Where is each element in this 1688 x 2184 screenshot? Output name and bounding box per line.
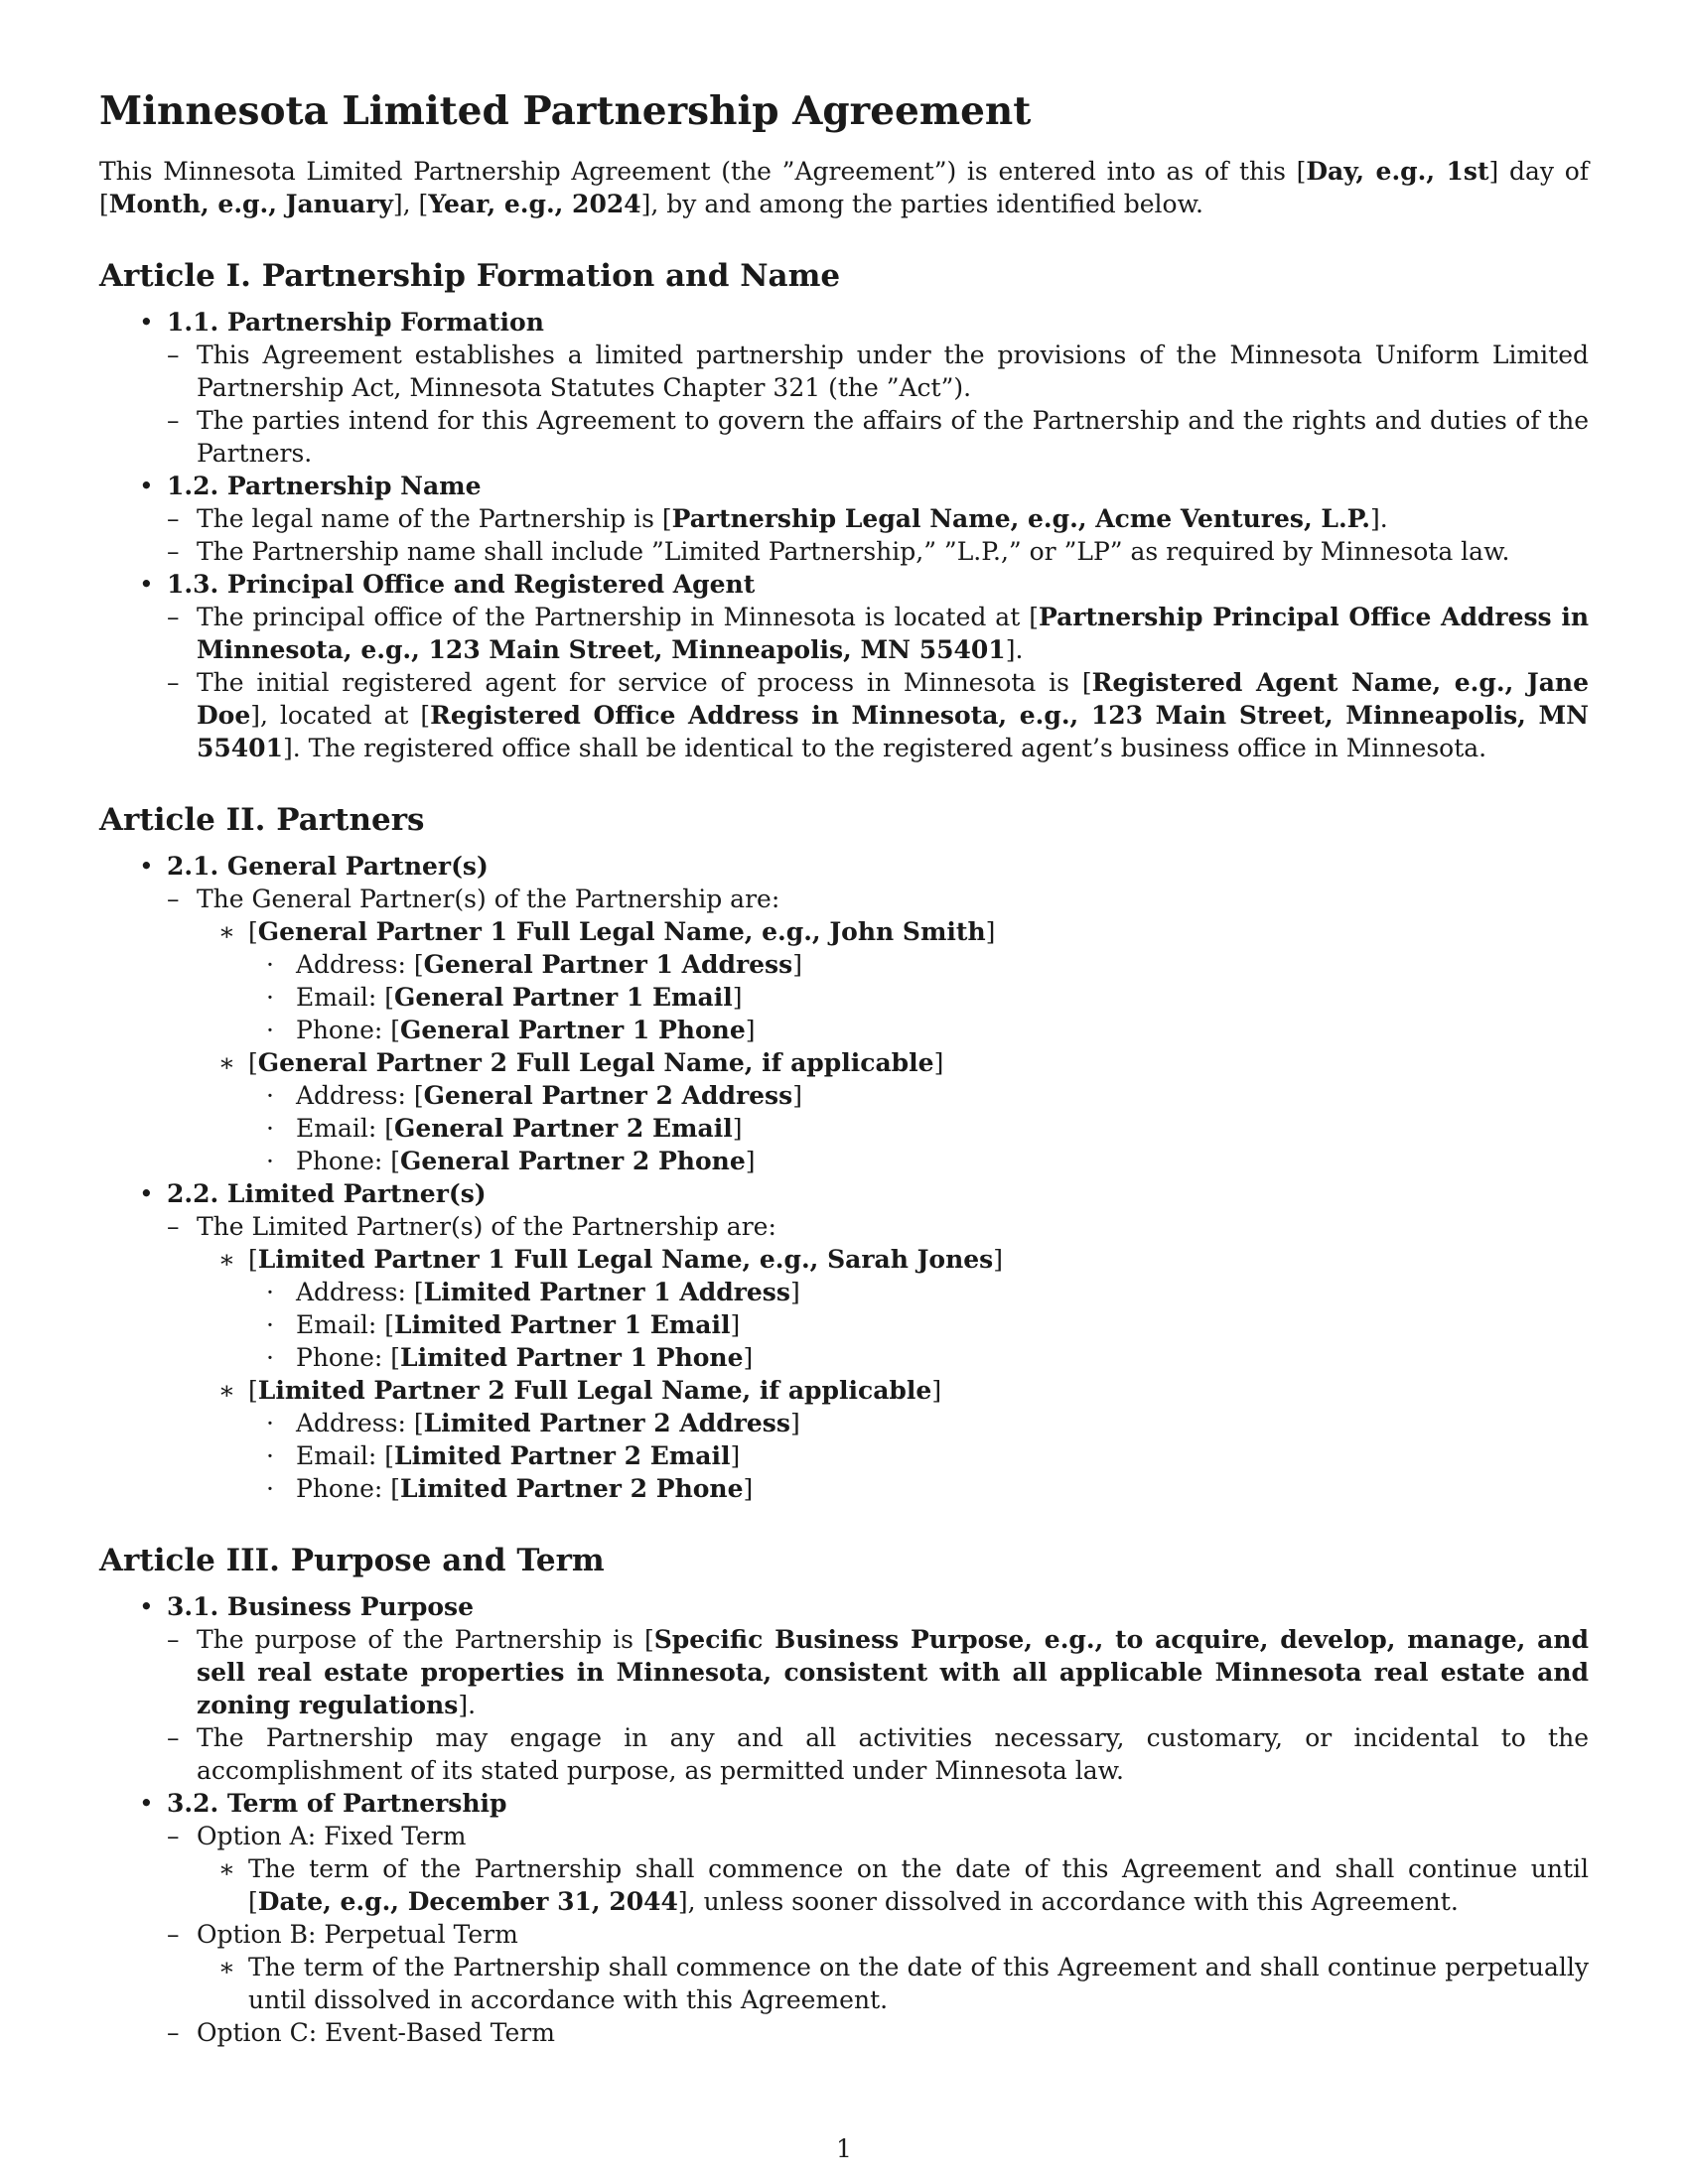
section-2-1: • 2.1. General Partner(s) – The General Partner(s) of the Partnership are: ∗ [General Partner 1 Full Legal Name, e.g., John Smith] · Address: [General Partner 1 Address] · Email: [General Partner 1 Email] · Phone: [General Partner 1 Phone] ∗ [General Partner 2 Full Legal Name, if applicable] · Address: [General Partner 2 Address] · Email: [General Partner 2 Email] · Phone: [General Partner 2 Phone] [99, 850, 1589, 1177]
section-title: 1.1. Partnership Formation [167, 308, 544, 337]
list-item: – The initial registered agent for service of process in Minnesota is [Registered Agent Name, e.g., Jane Doe], located at [Registered Office Address in Minnesota, e.g., 123 Main Street, Minneapolis, MN 55401]. The registered office shall be identical to the registered agent’s business office in Minnesota. [167, 668, 1590, 762]
partner-email: · Email: [General Partner 1 Email] [266, 983, 743, 1012]
option-a: – Option A: Fixed Term ∗ The term of the Partnership shall commence on the date of this Agreement and shall continue until [Date, e.g., December 31, 2044], unless sooner dissolved in accordance with this Agreement. [167, 1822, 1589, 1916]
article-1-heading: Article I. Partnership Formation and Name [99, 258, 841, 294]
partner-entry: ∗ [Limited Partner 2 Full Legal Name, if applicable] · Address: [Limited Partner 2 Address] · Email: [Limited Partner 2 Email] · Phone: [Limited Partner 2 Phone] [218, 1374, 1589, 1505]
option-c: – Option C: Event-Based Term [167, 2018, 555, 2047]
option-b: – Option B: Perpetual Term ∗ The term of the Partnership shall commence on the date of this Agreement and shall continue perpetually until dissolved in accordance with this Agreement. [167, 1920, 1589, 2014]
partner-address: · Address: [General Partner 1 Address] [266, 950, 802, 979]
list-item: – The purpose of the Partnership is [Specific Business Purpose, e.g., to acquire, develop, manage, and sell real estate properties in Minnesota, consistent with all applicable Minnesota real estate and zoning regulations]. [167, 1625, 1589, 1719]
partner-phone: · Phone: [Limited Partner 1 Phone] [266, 1343, 754, 1372]
day-placeholder: Day, e.g., 1st [1306, 157, 1489, 186]
partner-phone: · Phone: [General Partner 1 Phone] [266, 1016, 756, 1044]
section-1-3: • 1.3. Principal Office and Registered Agent – The principal office of the Partnership in Minnesota is located at [Partnership Principal Office Address in Minnesota, e.g., 123 Main Street, Minneapolis, MN 55401]. – The initial registered agent for service of process in Minnesota is [Registered Agent Name, e.g., Jane Doe], located at [Registered Office Address in Minnesota, e.g., 123 Main Street, Minneapolis, MN 55401]. The registered office shall be identical to the registered agent’s business office in Minnesota. [139, 570, 1590, 762]
partner-address: · Address: [Limited Partner 2 Address] [266, 1409, 800, 1437]
month-placeholder: Month, e.g., January [108, 190, 393, 218]
section-title: 1.3. Principal Office and Registered Agent [167, 570, 756, 599]
list-item: – The Limited Partner(s) of the Partnership are: ∗ [Limited Partner 1 Full Legal Name, e.g., Sarah Jones] · Address: [Limited Partner 1 Address] · Email: [Limited Partner 1 Email] · Phone: [Limited Partner 1 Phone] ∗ [Limited Partner 2 Full Legal Name, if applicable] · Address: [Limited Partner 2 Address] · Email: [Limited Partner 2 Email] · Phone: [Limited Partner 2 Phone] [167, 1210, 1589, 1505]
list-item: ∗ The term of the Partnership shall commence on the date of this Agreement and shall continue until [Date, e.g., December 31, 2044], unless sooner dissolved in accordance with this Agreement. [218, 1854, 1589, 1916]
list-item: – This Agreement establishes a limited partnership under the provisions of the Minnesota Uniform Limited Partnership Act, Minnesota Statutes Chapter 321 (the ”Act”). [167, 341, 1589, 402]
year-placeholder: Year, e.g., 2024 [428, 190, 641, 218]
list-item: – The parties intend for this Agreement to govern the affairs of the Partnership and the rights and duties of the Partners. [167, 406, 1589, 468]
list-item: ∗ The term of the Partnership shall commence on the date of this Agreement and shall continue perpetually until dissolved in accordance with this Agreement. [218, 1953, 1589, 2014]
partner-address: · Address: [Limited Partner 1 Address] [266, 1278, 800, 1306]
partner-entry: ∗ [Limited Partner 1 Full Legal Name, e.g., Sarah Jones] · Address: [Limited Partner 1 Address] · Email: [Limited Partner 1 Email] · Phone: [Limited Partner 1 Phone] [218, 1243, 1589, 1374]
section-title: 2.1. General Partner(s) [167, 852, 489, 881]
section-title: 3.2. Term of Partnership [167, 1789, 507, 1818]
partner-email: · Email: [General Partner 2 Email] [266, 1114, 743, 1143]
partner-email: · Email: [Limited Partner 1 Email] [266, 1310, 741, 1339]
article-2-heading: Article II. Partners [99, 802, 425, 838]
page-number: 1 [836, 2134, 852, 2163]
section-title: 1.2. Partnership Name [167, 472, 482, 500]
document-title: Minnesota Limited Partnership Agreement [99, 88, 1032, 134]
article-3-heading: Article III. Purpose and Term [99, 1543, 605, 1578]
partner-entry: ∗ [General Partner 2 Full Legal Name, if applicable] · Address: [General Partner 2 Address] · Email: [General Partner 2 Email] · Phone: [General Partner 2 Phone] [218, 1046, 1589, 1177]
article-3-list [99, 1590, 1589, 2049]
section-1-2: • 1.2. Partnership Name – The legal name of the Partnership is [Partnership Legal Name, e.g., Acme Ventures, L.P.]. – The Partnership name shall include ”Limited Partnership,” ”L.P.,” or ”LP” as required by Minnesota law. [99, 470, 1589, 568]
section-3-1: • 3.1. Business Purpose – The purpose of the Partnership is [Specific Business Purpose, e.g., to acquire, develop, manage, and sell real estate properties in Minnesota, consistent with all applicable Minnesota real estate and zoning regulations]. – The Partnership may engage in any and all activities necessary, customary, or incidental to the accomplishment of its stated purpose, as permitted under Minnesota law. [139, 1592, 1589, 1785]
section-title: 2.2. Limited Partner(s) [167, 1179, 487, 1208]
partner-address: · Address: [General Partner 2 Address] [266, 1081, 802, 1110]
section-title: 3.1. Business Purpose [167, 1592, 474, 1621]
partner-phone: · Phone: [General Partner 2 Phone] [266, 1147, 756, 1175]
partner-entry: ∗ [General Partner 1 Full Legal Name, e.g., John Smith] · Address: [General Partner 1 Address] · Email: [General Partner 1 Email] · Phone: [General Partner 1 Phone] [218, 915, 1589, 1046]
list-item: – The principal office of the Partnership in Minnesota is located at [Partnership Principal Office Address in Minnesota, e.g., 123 Main Street, Minneapolis, MN 55401]. [167, 603, 1590, 664]
section-3-2: • 3.2. Term of Partnership – Option A: Fixed Term ∗ The term of the Partnership shall commence on the date of this Agreement and shall continue until [Date, e.g., December 31, 2044], unless sooner dissolved in accordance with this Agreement. – Option B: Perpetual Term ∗ The term of the Partnership shall commence on the date of this Agreement and shall continue perpetually until dissolved in accordance with this Agreement. – Option C: Event-Based Term [139, 1789, 1589, 2047]
list-item: – The Partnership may engage in any and all activities necessary, customary, or incidental to the accomplishment of its stated purpose, as permitted under Minnesota law. [167, 1723, 1589, 1785]
document-page [99, 87, 1589, 2049]
partner-email: · Email: [Limited Partner 2 Email] [266, 1441, 741, 1470]
section-1-1: • 1.1. Partnership Formation – This Agreement establishes a limited partnership under the provisions of the Minnesota Uniform Limited Partnership Act, Minnesota Statutes Chapter 321 (the ”Act”). – The parties intend for this Agreement to govern the affairs of the Partnership and the rights and duties of the Partners. [139, 308, 1589, 468]
list-item: – The legal name of the Partnership is [Partnership Legal Name, e.g., Acme Ventures, L.P.]. [167, 504, 1388, 533]
intro-paragraph: This Minnesota Limited Partnership Agreement (the ”Agreement”) is entered into as of this [Day, e.g., 1st] day of [Month, e.g., January], [Year, e.g., 2024], by and among the parties identified below. [99, 157, 1589, 218]
list-item: – The General Partner(s) of the Partnership are: ∗ [General Partner 1 Full Legal Name, e.g., John Smith] · Address: [General Partner 1 Address] · Email: [General Partner 1 Email] · Phone: [General Partner 1 Phone] ∗ [General Partner 2 Full Legal Name, if applicable] · Address: [General Partner 2 Address] · Email: [General Partner 2 Email] · Phone: [General Partner 2 Phone] [167, 883, 1589, 1177]
section-2-2: • 2.2. Limited Partner(s) – The Limited Partner(s) of the Partnership are: ∗ [Limited Partner 1 Full Legal Name, e.g., Sarah Jones] · Address: [Limited Partner 1 Address] · Email: [Limited Partner 1 Email] · Phone: [Limited Partner 1 Phone] ∗ [Limited Partner 2 Full Legal Name, if applicable] · Address: [Limited Partner 2 Address] · Email: [Limited Partner 2 Email] · Phone: [Limited Partner 2 Phone] [99, 1177, 1589, 1505]
article-2-list [99, 850, 1589, 1505]
article-1-list [99, 306, 1589, 764]
partner-phone: · Phone: [Limited Partner 2 Phone] [266, 1474, 754, 1503]
list-item: – The Partnership name shall include ”Limited Partnership,” ”L.P.,” or ”LP” as required by Minnesota law. [167, 537, 1510, 566]
